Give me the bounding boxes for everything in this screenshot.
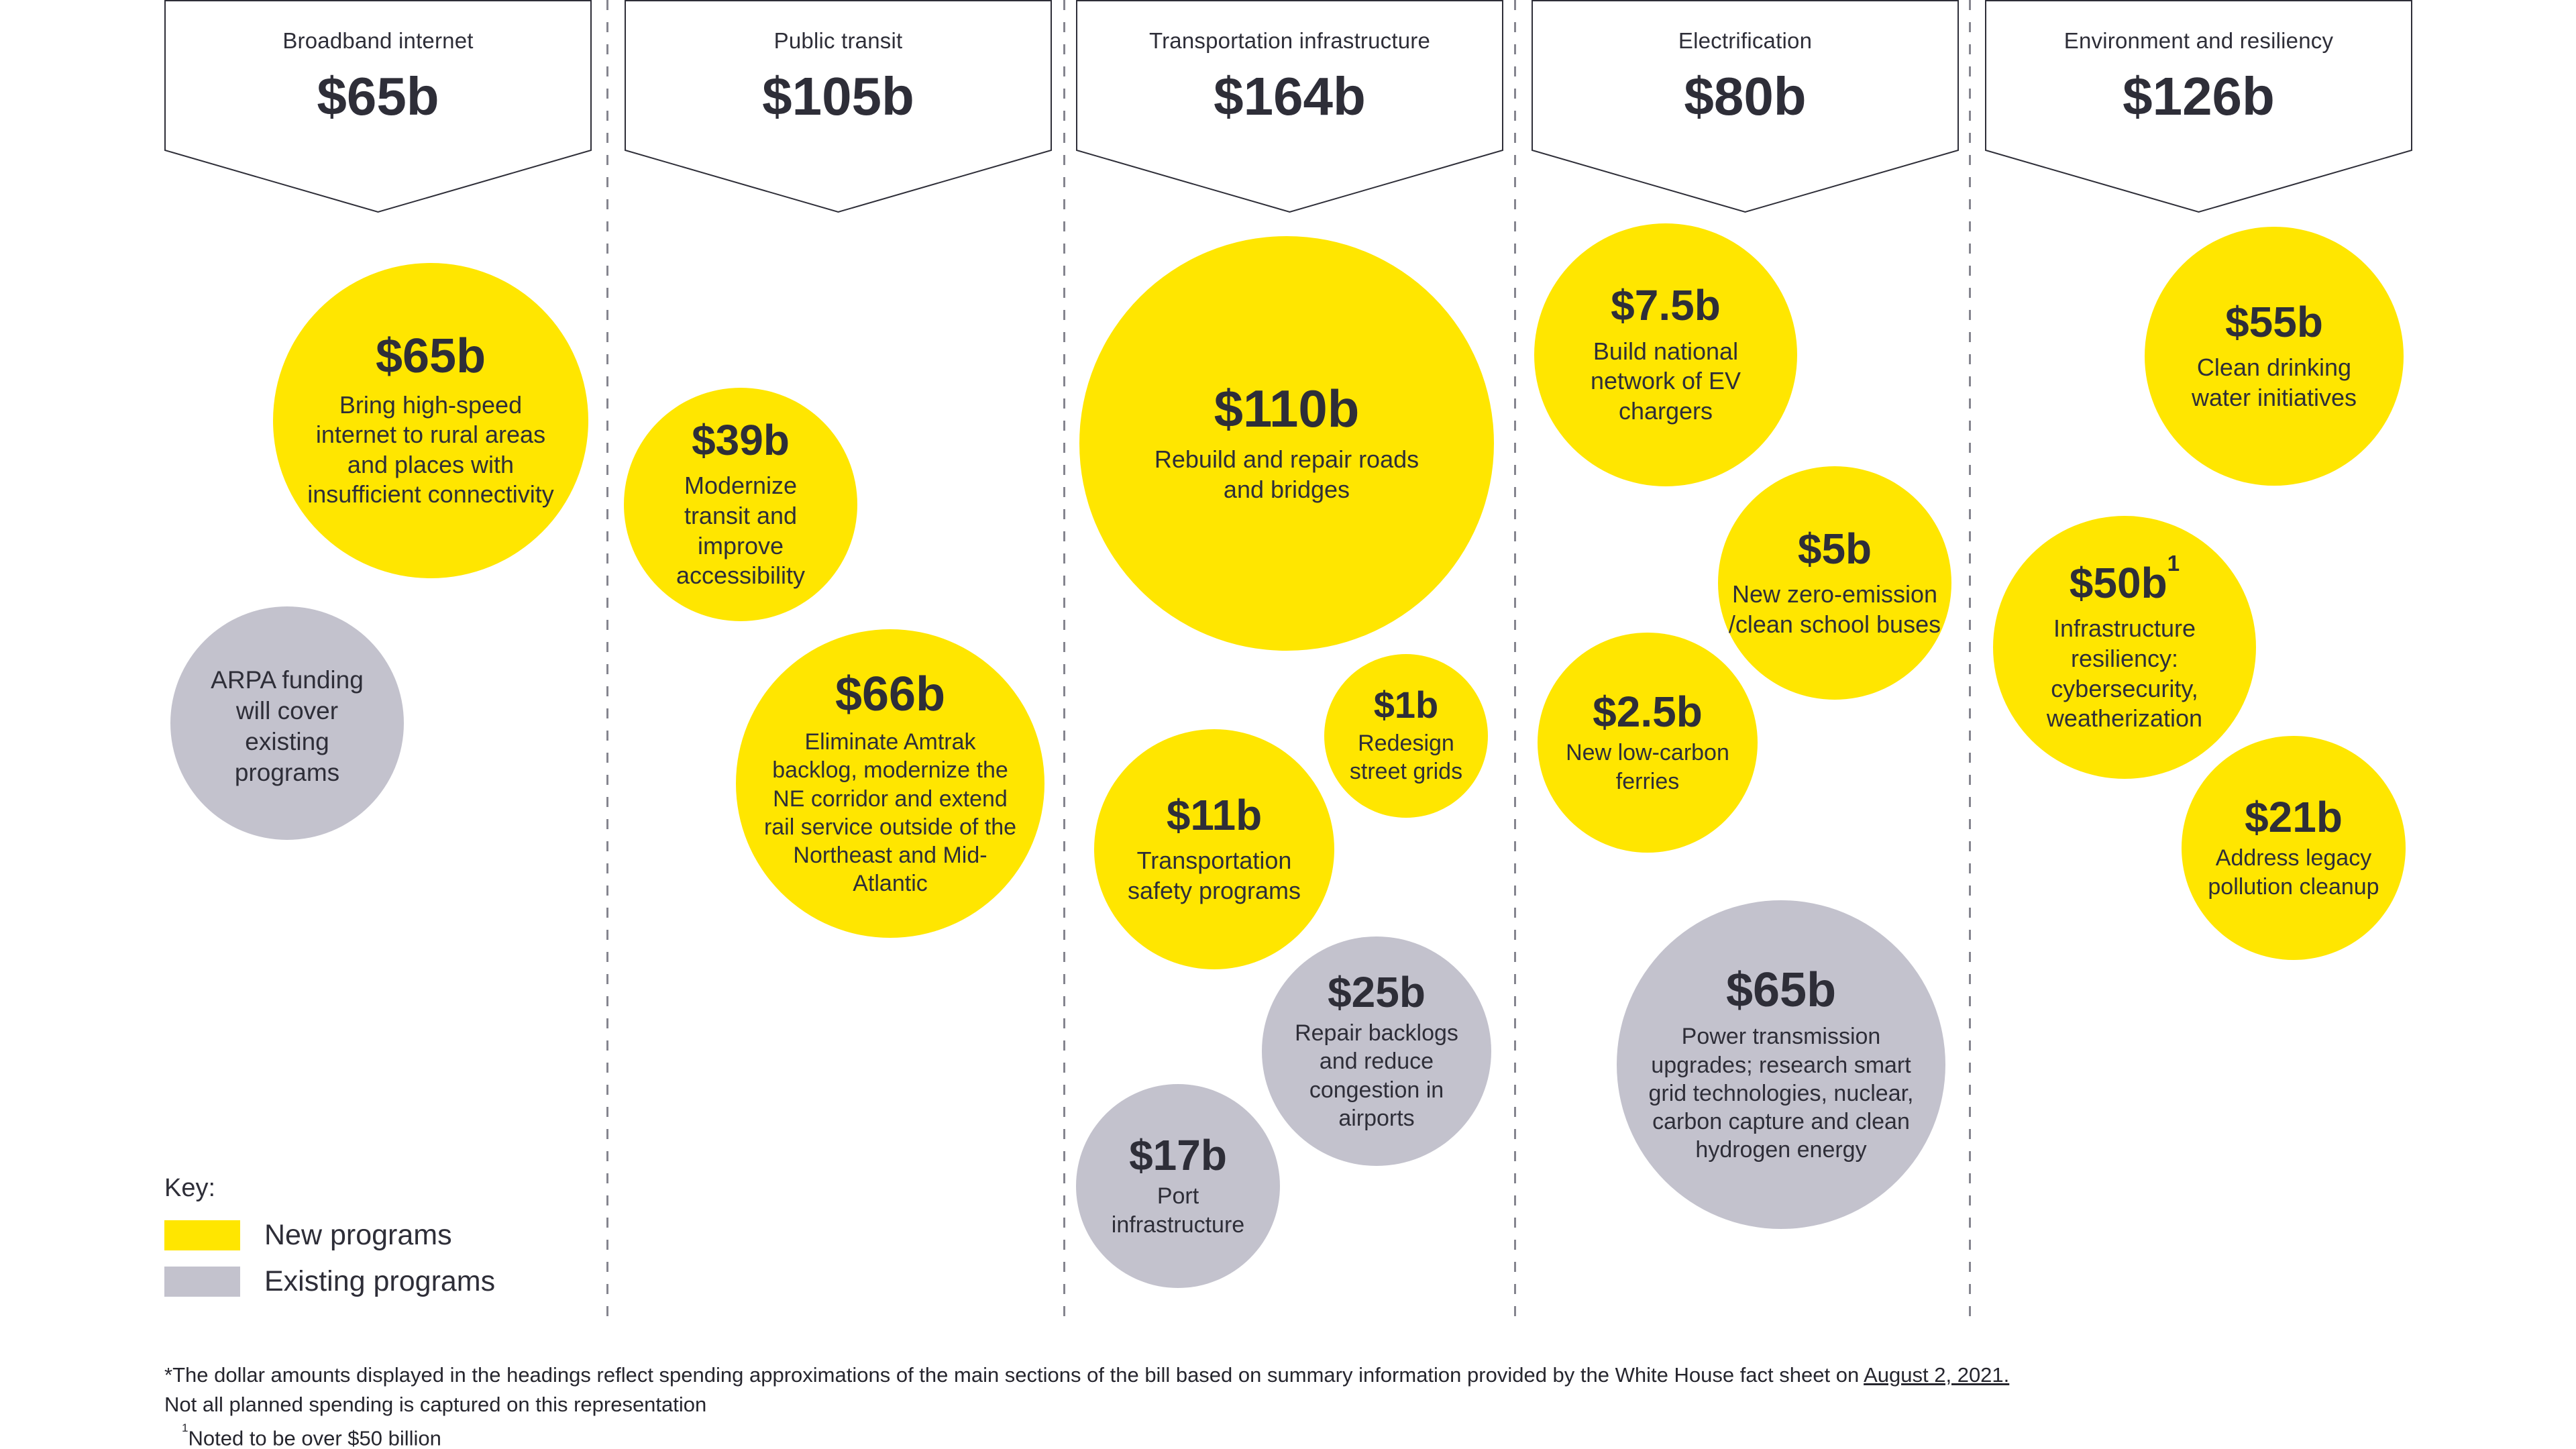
- bubble-amount: $11b: [1166, 790, 1263, 839]
- bubble-description: Redesign street grids: [1349, 731, 1463, 785]
- category-label: Electrification: [1678, 28, 1813, 53]
- bubble-description: Bring high-speed internet to rural areas and places with insufficient connectivity: [307, 390, 554, 508]
- bubble-description: ARPA funding will cover existing programs: [211, 666, 364, 786]
- footnote-line-1: [164, 1360, 2009, 1390]
- category-label: Broadband internet: [282, 28, 474, 53]
- bubble-electrification-5b: [1718, 466, 1951, 700]
- column-header-broadband: [164, 0, 592, 213]
- footnotes: [164, 1360, 2009, 1449]
- bubble-description: Infrastructure resiliency: cybersecurity, weatherization: [2046, 614, 2203, 733]
- bubble-description: Rebuild and repair roads and bridges: [1154, 445, 1419, 503]
- bubble-description: Modernize transit and improve accessibility: [676, 472, 806, 590]
- legend-row-existing: [164, 1265, 495, 1298]
- bubble-electrification-65b: [1617, 900, 1945, 1229]
- bubble-transportation-11b: [1094, 729, 1334, 969]
- footnote-line-2: Not all planned spending is captured on this representation: [164, 1393, 707, 1416]
- bubble-environment-55b: [2145, 227, 2404, 486]
- footnote-text: Noted to be over $50 billion: [188, 1426, 441, 1449]
- bubble-transportation-17b: [1076, 1084, 1280, 1288]
- footnote-marker: 1: [182, 1421, 189, 1435]
- bubble-amount: $1b: [1373, 684, 1439, 727]
- bubble-electrification-7-5b: [1534, 223, 1797, 486]
- bubble-environment-21b: [2182, 736, 2406, 960]
- category-total: $65b: [317, 66, 439, 126]
- bubble-amount: $2.5b: [1593, 688, 1703, 737]
- column-divider: [606, 0, 608, 1316]
- legend-row-new: [164, 1219, 495, 1252]
- bubble-description: Transportation safety programs: [1127, 846, 1301, 904]
- bubble-transit-39b: [624, 388, 857, 621]
- bubble-transportation-25b: [1262, 936, 1491, 1166]
- bubble-transit-66b: [736, 629, 1044, 938]
- bubble-description: Address legacy pollution cleanup: [2208, 845, 2379, 900]
- category-total: $80b: [1684, 66, 1807, 126]
- bubble-amount: $66b: [835, 667, 946, 721]
- bubble-environment-50b: [1993, 516, 2256, 779]
- bubble-description: New low-carbon ferries: [1566, 740, 1729, 794]
- bubble-transportation-1b: [1324, 654, 1488, 818]
- column-header-electrification: [1532, 0, 1959, 213]
- existing-programs-swatch: [164, 1267, 240, 1297]
- bubble-amount: $65b: [1725, 963, 1837, 1017]
- bubble-description: New zero-emission /clean school buses: [1728, 580, 1941, 638]
- legend: [164, 1174, 495, 1298]
- footnote-marker: 1: [2167, 551, 2180, 576]
- bubble-amount: $110b: [1214, 379, 1360, 439]
- bubble-amount: [2069, 551, 2180, 608]
- column-divider: [1063, 0, 1065, 1316]
- category-label: Environment and resiliency: [2063, 28, 2334, 53]
- bubble-amount: $5b: [1797, 524, 1872, 573]
- bubble-description: Repair backlogs and reduce congestion in airports: [1295, 1020, 1458, 1131]
- bubble-amount: $39b: [692, 416, 790, 465]
- bubble-transportation-110b: [1079, 236, 1494, 651]
- bubble-broadband-arpa: [170, 606, 404, 840]
- bubble-description: Power transmission upgrades; research smart grid technologies, nuclear, carbon capture and clean hydrogen energy: [1648, 1024, 1914, 1163]
- bubble-description: Build national network of EV chargers: [1590, 337, 1741, 425]
- column-header-environment: [1985, 0, 2412, 213]
- column-divider: [1514, 0, 1516, 1316]
- bubble-amount: $65b: [375, 329, 486, 383]
- legend-label: New programs: [264, 1219, 452, 1251]
- bubble-description: Clean drinking water initiatives: [2191, 353, 2357, 411]
- bubble-amount: $17b: [1129, 1131, 1227, 1180]
- bubble-amount: $55b: [2225, 297, 2323, 346]
- legend-label: Existing programs: [264, 1265, 496, 1297]
- category-label: Transportation infrastructure: [1148, 28, 1431, 53]
- bubble-description: Eliminate Amtrak backlog, modernize the NE corridor and extend rail service outside of the Northeast and Mid-Atlantic: [763, 729, 1017, 897]
- column-divider: [1969, 0, 1971, 1316]
- footnote-text: *The dollar amounts displayed in the headings reflect spending approximations of the main sections of the bill based on summary information provided by the White House fact sheet on: [164, 1363, 1864, 1387]
- bubble-amount: $7.5b: [1611, 281, 1721, 330]
- bubble-amount: $21b: [2245, 793, 2343, 842]
- legend-title: Key:: [164, 1174, 216, 1202]
- bubble-electrification-2-5b: [1538, 633, 1758, 853]
- bubble-description: Port infrastructure: [1111, 1183, 1245, 1238]
- category-label: Public transit: [773, 28, 903, 53]
- bubble-broadband-65b: [273, 263, 588, 578]
- category-total: $105b: [762, 66, 914, 126]
- bubble-amount: $25b: [1328, 968, 1426, 1017]
- bubble-amount-text: $50b: [2069, 559, 2167, 608]
- column-header-public-transit: [625, 0, 1052, 213]
- new-programs-swatch: [164, 1220, 240, 1250]
- category-total: $164b: [1214, 66, 1366, 126]
- column-header-transportation: [1076, 0, 1503, 213]
- footnote-line-3: [182, 1419, 2009, 1449]
- footnote-date: August 2, 2021.: [1864, 1363, 2010, 1387]
- category-total: $126b: [2123, 66, 2275, 126]
